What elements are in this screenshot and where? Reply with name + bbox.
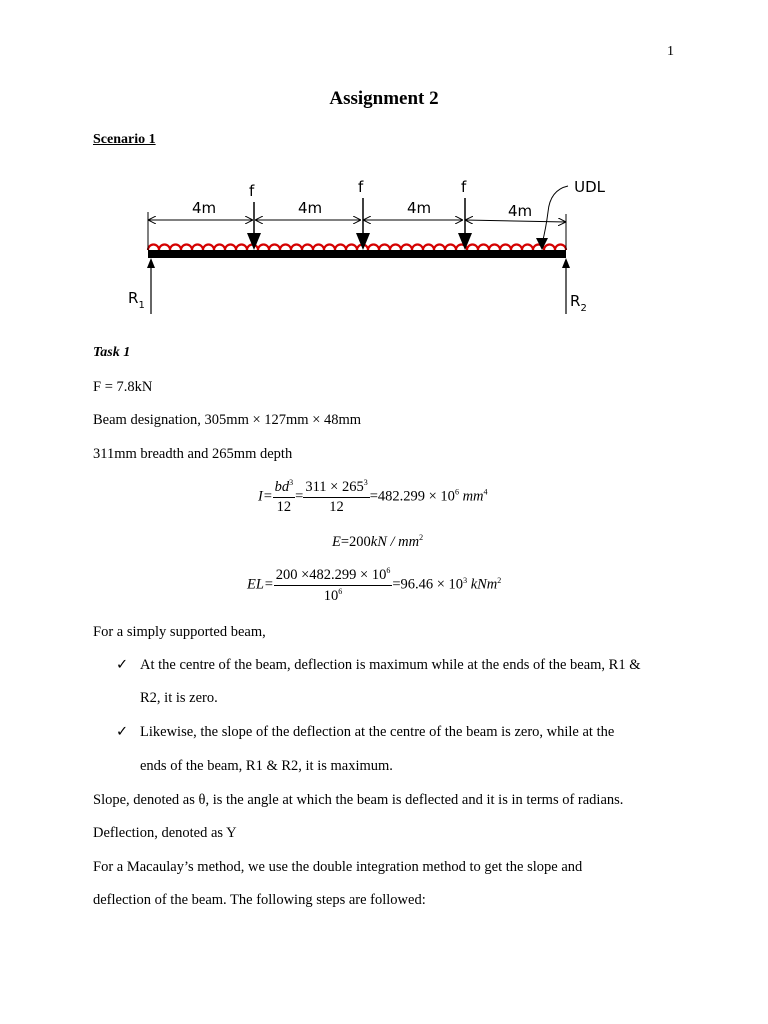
load-label: f <box>461 178 467 196</box>
reaction-label: $R_1$ <box>128 289 145 311</box>
equation-flexural-rigidity: EL= $\frac{200 \times 482.299 \times 10^6}{10^6}$ $=96.46 \times 10^3$ kNm$^2$ <box>247 566 502 604</box>
udl-label: UDL <box>574 178 605 196</box>
point-load <box>247 182 261 250</box>
slope-line: Slope, denoted as θ, is the angle at which the beam is deflected and it is in terms of radians. <box>93 792 624 808</box>
bullet-text: R2, it is zero. <box>140 690 218 706</box>
reaction-left <box>128 258 155 314</box>
udl-arc <box>489 245 500 251</box>
eq-result: =482.299 × 10 <box>369 488 455 505</box>
udl-arc <box>478 245 489 251</box>
udl-arc <box>434 245 445 251</box>
udl-arc <box>522 245 533 251</box>
task-heading: Task 1 <box>93 345 131 360</box>
udl-load <box>148 245 566 251</box>
udl-arc <box>511 245 522 251</box>
udl-arc <box>544 245 555 251</box>
eq-lhs: I= <box>258 488 273 505</box>
udl-arc <box>203 245 214 251</box>
beam <box>148 250 566 258</box>
udl-arc <box>291 245 302 251</box>
udl-arc <box>423 245 434 251</box>
udl-arc <box>368 245 379 251</box>
udl-arc <box>500 245 511 251</box>
simply-supported-line: For a simply supported beam, <box>93 624 266 640</box>
udl-arc <box>467 245 478 251</box>
equation-moment-of-inertia: I= $\frac{bd^3}{12}$ = $\frac{311 \times 265^3}{12}$ $=482.299 \times 10^6$ $mm^4$ <box>258 478 488 515</box>
load-label: f <box>249 182 255 200</box>
udl-arc <box>225 245 236 251</box>
reaction-label: $R_2$ <box>570 292 587 314</box>
span-label: 4m <box>298 199 323 217</box>
force-line: F = 7.8kN <box>93 379 153 395</box>
check-icon: ✓ <box>116 657 129 673</box>
udl-arc <box>302 245 313 251</box>
udl-arc <box>390 245 401 251</box>
udl-arc <box>445 245 456 251</box>
udl-arc <box>412 245 423 251</box>
load-arrow <box>458 233 472 250</box>
dimension-line <box>465 220 566 222</box>
deflection-line: Deflection, denoted as Y <box>93 825 237 841</box>
point-load <box>458 178 472 250</box>
udl-arc <box>192 245 203 251</box>
bullet-text: Likewise, the slope of the deflection at the centre of the beam is zero, while at the <box>140 724 615 740</box>
udl-arc <box>555 245 566 251</box>
beam-diagram <box>110 170 610 320</box>
load-label: f <box>358 178 364 196</box>
reaction-arrow <box>562 258 570 268</box>
udl-arc <box>214 245 225 251</box>
designation-line: Beam designation, 305mm × 127mm × 48mm <box>93 412 362 428</box>
udl-arc <box>379 245 390 251</box>
bullet-text: At the centre of the beam, deflection is maximum while at the ends of the beam, R1 & <box>140 657 641 673</box>
eq-fraction: $\frac{bd^3}{12}$ <box>274 478 294 515</box>
udl-arc <box>280 245 291 251</box>
udl-arc <box>346 245 357 251</box>
udl-arc <box>324 245 335 251</box>
point-load <box>356 178 370 250</box>
span-label: 4m <box>192 199 217 217</box>
span-label: 4m <box>407 199 432 217</box>
eq-fraction: $\frac{200 \times 482.299 \times 10^6}{10^6}$ <box>275 566 391 604</box>
page-number: 1 <box>667 44 674 59</box>
udl-arc <box>181 245 192 251</box>
scenario-heading: Scenario 1 <box>93 132 156 147</box>
udl-arc <box>313 245 324 251</box>
page-title: Assignment 2 <box>329 88 439 109</box>
equation-modulus: $E=200kN / mm^2$ <box>332 533 424 550</box>
macaulay-line: deflection of the beam. The following steps are followed: <box>93 892 426 908</box>
udl-arc <box>159 245 170 251</box>
udl-arc <box>170 245 181 251</box>
reaction-right <box>562 258 587 314</box>
udl-callout-line <box>542 186 568 244</box>
udl-arc <box>335 245 346 251</box>
check-icon: ✓ <box>116 724 129 740</box>
udl-arc <box>269 245 280 251</box>
dimensions-line: 311mm breadth and 265mm depth <box>93 446 293 462</box>
udl-arc <box>236 245 247 251</box>
macaulay-line: For a Macaulay’s method, we use the double integration method to get the slope and <box>93 859 583 875</box>
reaction-arrow <box>147 258 155 268</box>
span-label: 4m <box>508 202 533 220</box>
bullet-text: ends of the beam, R1 & R2, it is maximum. <box>140 758 393 774</box>
udl-arc <box>401 245 412 251</box>
eq-fraction: $\frac{311 \times 265^3}{12}$ <box>305 478 368 515</box>
udl-arc <box>148 245 159 251</box>
udl-arc <box>258 245 269 251</box>
